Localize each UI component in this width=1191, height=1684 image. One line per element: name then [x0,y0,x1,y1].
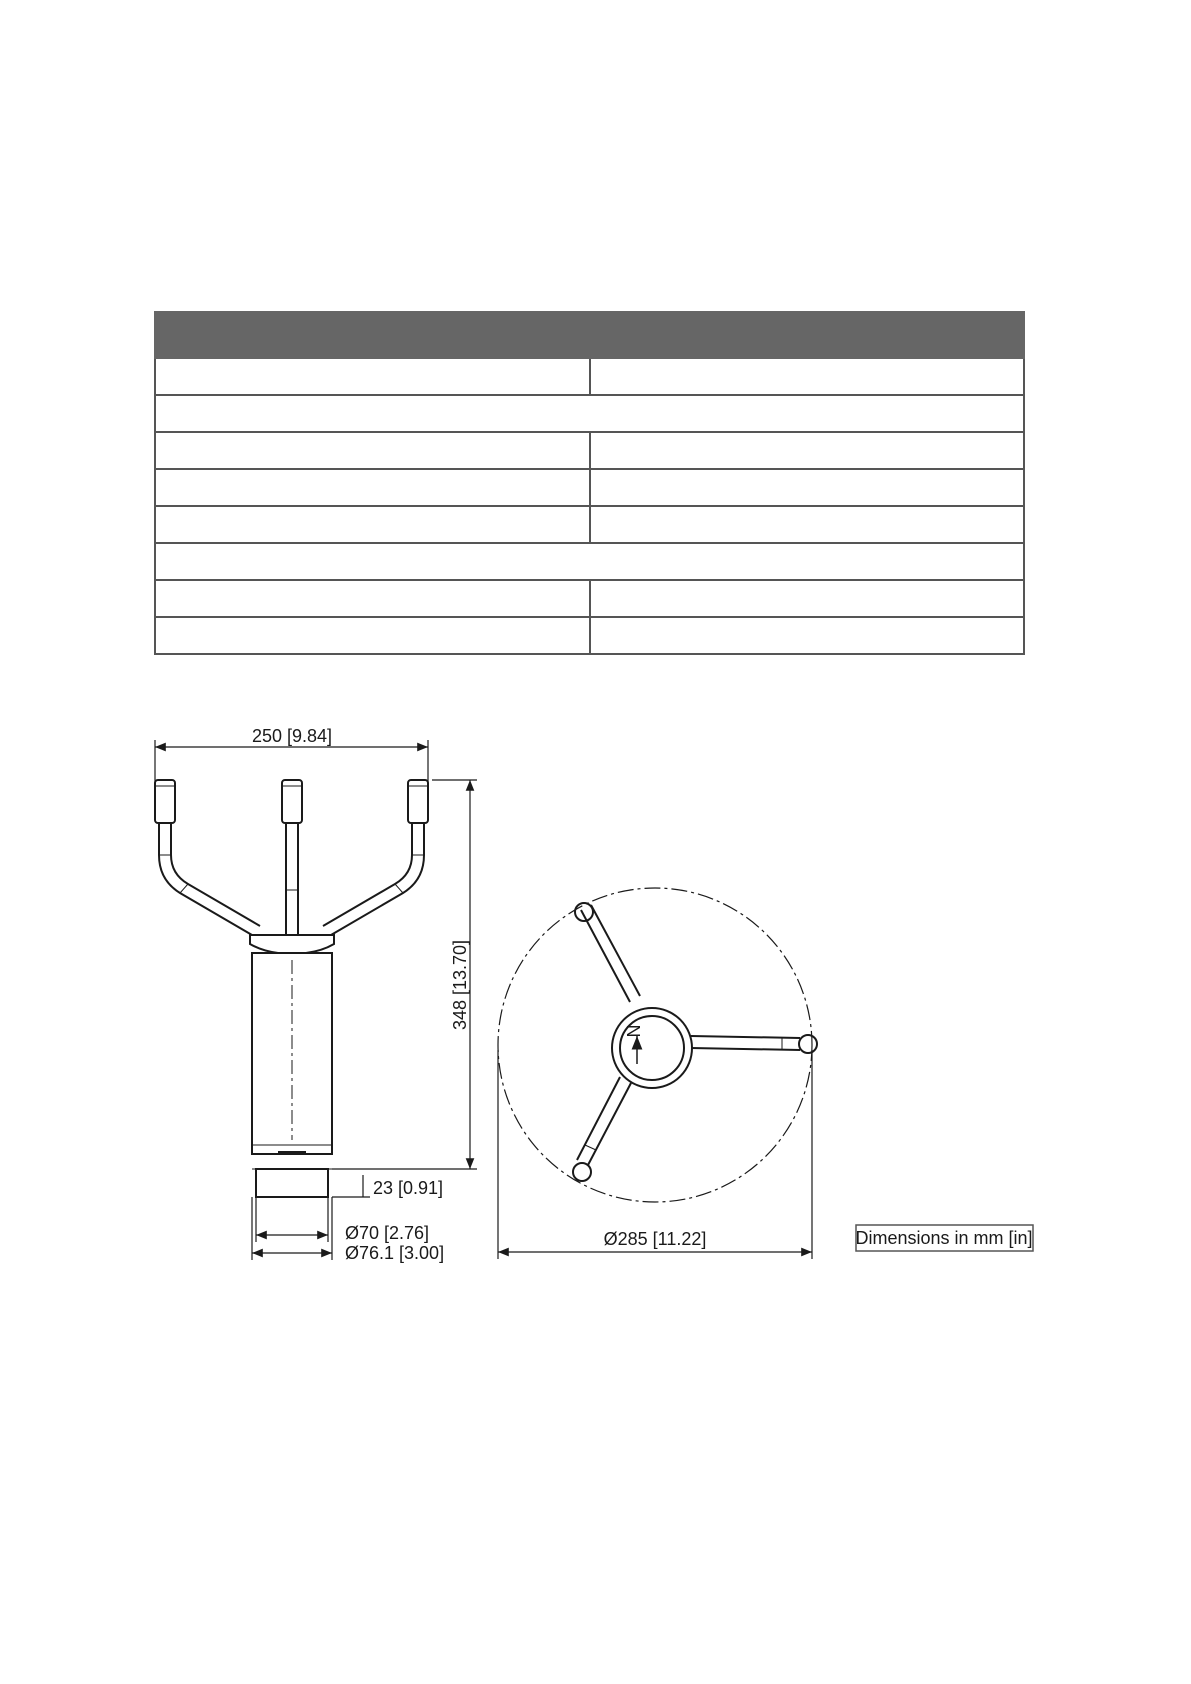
width-dimension-label: 250 [9.84] [251,726,333,746]
base-height-label: 23 [0.91] [373,1178,444,1198]
units-note: Dimensions in mm [in] [855,1228,1033,1248]
side-view [155,780,428,1197]
top-view [498,888,817,1202]
left-sensor-arm [159,823,260,935]
top-arm-right [691,1035,817,1053]
inner-diameter-label: Ø70 [2.76] [345,1223,430,1243]
footprint-circle [498,888,812,1202]
height-dimension-label: 348 [13.70] [450,939,470,1031]
north-mark: N [624,1024,644,1038]
right-sensor-arm [323,823,424,935]
sensor-heads [155,780,428,823]
hub-collar [250,935,334,953]
center-sensor-arm [286,823,298,935]
footprint-diameter-label: Ø285 [11.22] [603,1229,707,1249]
top-arm-lower-left [573,1077,631,1181]
outer-diameter-label: Ø76.1 [3.00] [345,1243,445,1263]
top-arm-upper-left [575,903,640,1002]
hub-outer-ring [612,1008,692,1088]
mounting-base [256,1169,328,1197]
top-view-dimensions [498,1050,812,1259]
